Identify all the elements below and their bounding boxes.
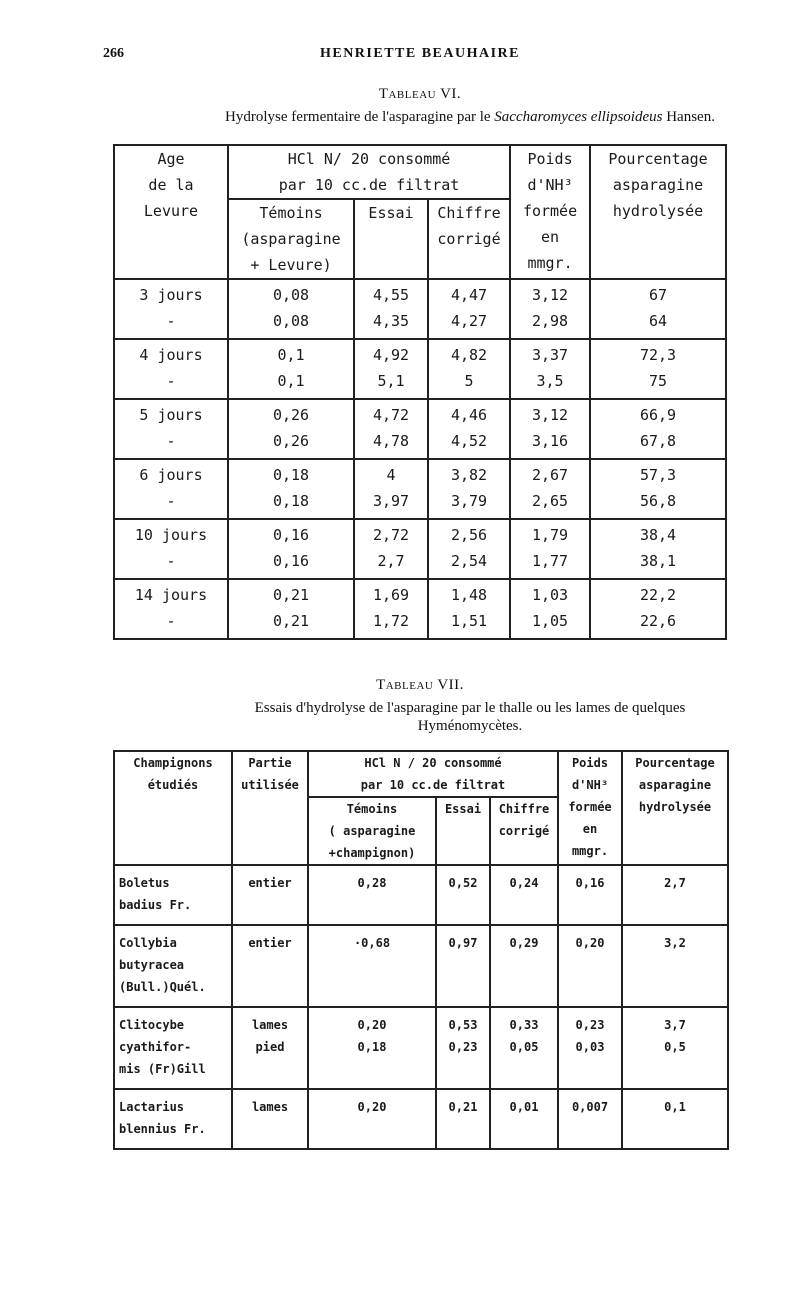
- pourcentage-cell-value: 2,7: [664, 876, 686, 890]
- table6-subtitle-species: Saccharomyces ellipsoideus: [494, 109, 663, 125]
- age-cell: [114, 519, 228, 579]
- poids-cell-value: 1,03: [531, 586, 569, 604]
- champignon-name-cell-value: blennius Fr.: [119, 1122, 206, 1136]
- chiffre-cell: [428, 579, 510, 639]
- chiffre-cell: [428, 339, 510, 399]
- table7-header-essai: Essai: [436, 797, 490, 865]
- essai-cell-value: 4,92: [372, 346, 410, 364]
- table7-header-chiffre-line: Chiffre: [498, 802, 550, 816]
- age-cell: [114, 279, 228, 339]
- pourcentage-cell-value: 67: [649, 286, 668, 304]
- partie-cell-value: pied: [255, 1040, 285, 1054]
- pourcentage-cell-value: 64: [649, 312, 668, 330]
- essai-cell: [436, 865, 490, 925]
- age-cell-value: 4 jours: [139, 346, 203, 364]
- pourcentage-cell-value: 0,1: [664, 1100, 686, 1114]
- temoins-cell-value: 0,18: [272, 492, 310, 510]
- table7-header: [114, 751, 728, 865]
- chiffre-cell-value: 4,27: [450, 312, 488, 330]
- poids-cell-value: 3,5: [536, 372, 564, 390]
- table6-header-poids: [510, 145, 590, 279]
- pourcentage-cell-value: 75: [649, 372, 668, 390]
- chiffre-cell-value: 2,56: [450, 526, 488, 544]
- champignon-name-cell-value: butyracea: [119, 958, 185, 972]
- temoins-cell-value: 0,1: [277, 372, 305, 390]
- poids-cell-value: 1,79: [531, 526, 569, 544]
- table7-header-temoins-line: ( asparagine: [328, 824, 416, 838]
- temoins-cell: [228, 399, 354, 459]
- table7-caption: Tableau VII.: [376, 677, 464, 693]
- pourcentage-cell: [622, 1089, 728, 1149]
- table7-header-partie-line: Partie: [248, 756, 292, 770]
- table7-header-partie-line: utilisée: [241, 778, 299, 792]
- poids-cell-value: 0,007: [571, 1100, 609, 1114]
- partie-cell: [232, 1089, 308, 1149]
- poids-cell-value: 0,20: [575, 936, 605, 950]
- chiffre-cell-value: 1,51: [450, 612, 488, 630]
- chiffre-cell-value: 4,47: [450, 286, 488, 304]
- age-cell: [114, 399, 228, 459]
- table6-header-temoins: [228, 199, 354, 279]
- age-cell: [114, 579, 228, 639]
- pourcentage-cell: [590, 339, 726, 399]
- table7-header-pct-line: hydrolysée: [638, 800, 712, 814]
- poids-cell-value: 2,67: [531, 466, 569, 484]
- table7-header-poids-line: mmgr.: [571, 844, 609, 858]
- table7-header-hcl: [308, 751, 558, 797]
- table7-header-poids-line: Poids: [571, 756, 609, 770]
- running-title: HENRIETTE BEAUHAIRE: [319, 46, 521, 61]
- table7: [113, 750, 729, 1150]
- table6-header-poids-line: en: [541, 228, 560, 246]
- table-row: [114, 399, 726, 459]
- table7-header-temoins: [308, 797, 436, 865]
- essai-cell: [354, 519, 428, 579]
- temoins-cell-value: 0,16: [272, 552, 310, 570]
- table6-header-poids-line: mmgr.: [527, 254, 573, 272]
- table7-header-champ-line: étudiés: [147, 778, 199, 792]
- table7-header-temoins-line: +champignon): [328, 846, 416, 860]
- chiffre-cell-value: 0,24: [509, 876, 539, 890]
- pourcentage-cell-value: 0,5: [664, 1040, 686, 1054]
- temoins-cell-value: 0,26: [272, 406, 310, 424]
- table6-header-age-line: Levure: [143, 202, 199, 220]
- page-number: 266: [103, 46, 124, 61]
- partie-cell-value: entier: [248, 936, 292, 950]
- table6-header: [114, 145, 726, 279]
- partie-cell: [232, 925, 308, 1007]
- chiffre-cell-value: 4,82: [450, 346, 488, 364]
- table6-header-chiffre-line: Chiffre: [437, 204, 501, 222]
- temoins-cell: [308, 1089, 436, 1149]
- chiffre-cell: [490, 1007, 558, 1089]
- table6-header-hcl: [228, 145, 510, 199]
- champignon-name-cell-value: Collybia: [119, 936, 177, 950]
- age-cell-value: -: [166, 372, 176, 390]
- table-row: [114, 279, 726, 339]
- temoins-cell-value: 0,28: [357, 876, 387, 890]
- temoins-cell-value: 0,1: [277, 346, 305, 364]
- pourcentage-cell-value: 38,1: [639, 552, 677, 570]
- chiffre-cell: [490, 925, 558, 1007]
- temoins-cell-value: 0,08: [272, 312, 310, 330]
- table6-header-age-line: de la: [148, 176, 194, 194]
- age-cell: [114, 459, 228, 519]
- chiffre-cell: [490, 1089, 558, 1149]
- essai-cell-value: 2,72: [372, 526, 410, 544]
- chiffre-cell-value: 0,33: [509, 1018, 539, 1032]
- poids-cell: [510, 459, 590, 519]
- chiffre-cell-value: 3,79: [450, 492, 488, 510]
- table6-header-hcl-line: HCl N/ 20 consommé: [287, 150, 451, 168]
- table6-header-poids-line: formée: [522, 202, 578, 220]
- poids-cell: [510, 579, 590, 639]
- essai-cell: [354, 579, 428, 639]
- essai-cell-value: 1,69: [372, 586, 410, 604]
- champignon-name-cell-value: Clitocybe: [119, 1018, 185, 1032]
- champignon-name-cell: [114, 925, 232, 1007]
- age-cell-value: -: [166, 552, 176, 570]
- table6-header-poids-line: Poids: [527, 150, 573, 168]
- poids-cell-value: 0,03: [575, 1040, 605, 1054]
- poids-cell: [510, 279, 590, 339]
- table-row: [114, 579, 726, 639]
- poids-cell-value: 2,98: [531, 312, 569, 330]
- champignon-name-cell-value: mis (Fr)Gill: [119, 1062, 206, 1076]
- essai-cell-value: 2,7: [377, 552, 405, 570]
- age-cell-value: 5 jours: [139, 406, 203, 424]
- table7-header-pct-line: Pourcentage: [635, 756, 715, 770]
- age-cell-value: -: [166, 312, 176, 330]
- temoins-cell-value: 0,20: [357, 1100, 387, 1114]
- table6-header-pct-line: asparagine: [612, 176, 704, 194]
- table6-header-poids-line: d'NH³: [527, 176, 573, 194]
- essai-cell-value: 4: [386, 466, 396, 484]
- table7-header-partie: [232, 751, 308, 865]
- age-cell-value: 6 jours: [139, 466, 203, 484]
- champignon-name-cell: [114, 1089, 232, 1149]
- champignon-name-cell-value: Lactarius: [119, 1100, 185, 1114]
- table7-header-champ-line: Champignons: [133, 756, 213, 770]
- poids-cell-value: 1,77: [531, 552, 569, 570]
- essai-cell: [354, 279, 428, 339]
- temoins-cell: [228, 279, 354, 339]
- table-row: [114, 459, 726, 519]
- champignon-name-cell-value: Boletus: [119, 876, 170, 890]
- table6-body: [114, 279, 726, 639]
- champignon-name-cell-value: (Bull.)Quél.: [119, 980, 206, 994]
- temoins-cell: [228, 459, 354, 519]
- poids-cell: [558, 865, 622, 925]
- table6-header-hcl-line: par 10 cc.de filtrat: [278, 176, 460, 194]
- poids-cell-value: 3,16: [531, 432, 569, 450]
- temoins-cell: [228, 579, 354, 639]
- partie-cell: [232, 865, 308, 925]
- age-cell-value: -: [166, 432, 176, 450]
- pourcentage-cell: [590, 459, 726, 519]
- table7-body: [114, 865, 728, 1149]
- partie-cell-value: entier: [248, 876, 292, 890]
- essai-cell: [436, 925, 490, 1007]
- table7-header-hcl-line: par 10 cc.de filtrat: [360, 778, 506, 792]
- essai-cell: [354, 459, 428, 519]
- poids-cell-value: 3,12: [531, 406, 569, 424]
- essai-cell-value: 0,21: [448, 1100, 478, 1114]
- chiffre-cell-value: 0,29: [509, 936, 539, 950]
- table7-header-chiffre-line: corrigé: [498, 824, 550, 838]
- chiffre-cell-value: 2,54: [450, 552, 488, 570]
- chiffre-cell: [428, 279, 510, 339]
- pourcentage-cell: [590, 519, 726, 579]
- age-cell-value: 3 jours: [139, 286, 203, 304]
- essai-cell-value: 4,55: [372, 286, 410, 304]
- chiffre-cell: [428, 459, 510, 519]
- essai-cell: [436, 1089, 490, 1149]
- table7-header-poids-line: formée: [568, 800, 612, 814]
- essai-cell: [354, 399, 428, 459]
- table7-header-poids: [558, 751, 622, 865]
- temoins-cell: [308, 865, 436, 925]
- table6-header-pct-line: hydrolysée: [612, 202, 704, 220]
- table6: [113, 144, 727, 640]
- poids-cell: [510, 399, 590, 459]
- table7-header-poids-line: en: [582, 822, 598, 836]
- pourcentage-cell: [622, 1007, 728, 1089]
- temoins-cell: [228, 339, 354, 399]
- temoins-cell-value: 0,08: [272, 286, 310, 304]
- essai-cell-value: 1,72: [372, 612, 410, 630]
- table-row: [114, 519, 726, 579]
- table7-header-chiffre: [490, 797, 558, 865]
- temoins-cell: [308, 1007, 436, 1089]
- chiffre-cell: [490, 865, 558, 925]
- table6-header-temoins-line: (asparagine: [241, 230, 341, 248]
- temoins-cell: [308, 925, 436, 1007]
- temoins-cell-value: 0,18: [272, 466, 310, 484]
- chiffre-cell-value: 0,01: [509, 1100, 539, 1114]
- table-row: [114, 925, 728, 1007]
- temoins-cell-value: 0,20: [357, 1018, 387, 1032]
- chiffre-cell: [428, 519, 510, 579]
- temoins-cell-value: ·0,68: [353, 936, 391, 950]
- essai-cell-value: 0,23: [448, 1040, 478, 1054]
- table6-header-chiffre-line: corrigé: [437, 230, 501, 248]
- table6-header-temoins-line: Témoins: [259, 204, 323, 222]
- temoins-cell: [228, 519, 354, 579]
- champignon-name-cell-value: cyathifor-: [119, 1040, 192, 1054]
- pourcentage-cell-value: 72,3: [639, 346, 677, 364]
- essai-cell-value: 4,35: [372, 312, 410, 330]
- pourcentage-cell-value: 3,2: [664, 936, 686, 950]
- table6-header-chiffre: [428, 199, 510, 279]
- pourcentage-cell-value: 22,2: [639, 586, 677, 604]
- table6-header-age: [114, 145, 228, 279]
- poids-cell-value: 3,12: [531, 286, 569, 304]
- table7-subtitle-line: Hyménomycètes.: [417, 718, 523, 734]
- table6-caption: Tableau VI.: [378, 86, 462, 102]
- age-cell-value: -: [166, 492, 176, 510]
- table-row: [114, 865, 728, 925]
- champignon-name-cell: [114, 865, 232, 925]
- chiffre-cell-value: 5: [464, 372, 474, 390]
- age-cell: [114, 339, 228, 399]
- age-cell-value: 10 jours: [134, 526, 208, 544]
- partie-cell-value: lames: [251, 1100, 289, 1114]
- essai-cell-value: 0,53: [448, 1018, 478, 1032]
- table7-header-champignons: [114, 751, 232, 865]
- age-cell-value: -: [166, 612, 176, 630]
- chiffre-cell-value: 4,46: [450, 406, 488, 424]
- table-row: [114, 339, 726, 399]
- essai-cell-value: 3,97: [372, 492, 410, 510]
- essai-cell: [436, 1007, 490, 1089]
- table7-header-temoins-line: Témoins: [346, 802, 398, 816]
- poids-cell: [558, 1089, 622, 1149]
- poids-cell: [510, 339, 590, 399]
- pourcentage-cell: [622, 925, 728, 1007]
- pourcentage-cell: [590, 579, 726, 639]
- table6-header-pourcentage: [590, 145, 726, 279]
- temoins-cell-value: 0,21: [272, 586, 310, 604]
- age-cell-value: 14 jours: [134, 586, 208, 604]
- pourcentage-cell-value: 67,8: [639, 432, 677, 450]
- essai-cell-value: 0,97: [448, 936, 478, 950]
- poids-cell-value: 2,65: [531, 492, 569, 510]
- table7-header-pct-line: asparagine: [638, 778, 712, 792]
- chiffre-cell-value: 0,05: [509, 1040, 539, 1054]
- essai-cell-value: 0,52: [448, 876, 478, 890]
- pourcentage-cell-value: 38,4: [639, 526, 677, 544]
- poids-cell: [558, 925, 622, 1007]
- essai-cell-value: 4,72: [372, 406, 410, 424]
- temoins-cell-value: 0,21: [272, 612, 310, 630]
- chiffre-cell-value: 4,52: [450, 432, 488, 450]
- temoins-cell-value: 0,16: [272, 526, 310, 544]
- pourcentage-cell-value: 57,3: [639, 466, 677, 484]
- partie-cell: [232, 1007, 308, 1089]
- poids-cell-value: 1,05: [531, 612, 569, 630]
- table6-header-pct-line: Pourcentage: [608, 150, 708, 168]
- table7-header-hcl-line: HCl N / 20 consommé: [364, 756, 502, 770]
- table6-header-age-line: Age: [157, 150, 185, 168]
- poids-cell-value: 3,37: [531, 346, 569, 364]
- poids-cell: [510, 519, 590, 579]
- table-row: [114, 1007, 728, 1089]
- table7-subtitle: [100, 699, 800, 735]
- champignon-name-cell-value: badius Fr.: [119, 898, 192, 912]
- temoins-cell-value: 0,18: [357, 1040, 387, 1054]
- chiffre-cell-value: 1,48: [450, 586, 488, 604]
- essai-cell: [354, 339, 428, 399]
- poids-cell-value: 0,16: [575, 876, 605, 890]
- temoins-cell-value: 0,26: [272, 432, 310, 450]
- pourcentage-cell: [590, 279, 726, 339]
- pourcentage-cell-value: 66,9: [639, 406, 677, 424]
- chiffre-cell: [428, 399, 510, 459]
- pourcentage-cell-value: 22,6: [639, 612, 677, 630]
- chiffre-cell-value: 3,82: [450, 466, 488, 484]
- table6-header-temoins-line: + Levure): [250, 256, 332, 274]
- pourcentage-cell-value: 56,8: [639, 492, 677, 510]
- pourcentage-cell: [590, 399, 726, 459]
- table7-header-pourcentage: [622, 751, 728, 865]
- essai-cell-value: 4,78: [372, 432, 410, 450]
- table7-header-poids-line: d'NH³: [571, 778, 609, 792]
- table7-subtitle-line: Essais d'hydrolyse de l'asparagine par le thalle ou les lames de quelques: [254, 700, 686, 716]
- pourcentage-cell-value: 3,7: [664, 1018, 686, 1032]
- poids-cell: [558, 1007, 622, 1089]
- table6-subtitle: [100, 108, 800, 126]
- champignon-name-cell: [114, 1007, 232, 1089]
- poids-cell-value: 0,23: [575, 1018, 605, 1032]
- table-row: [114, 1089, 728, 1149]
- partie-cell-value: lames: [251, 1018, 289, 1032]
- pourcentage-cell: [622, 865, 728, 925]
- table6-subtitle-pre: Hydrolyse fermentaire de l'asparagine par le: [225, 109, 495, 125]
- essai-cell-value: 5,1: [377, 372, 405, 390]
- table6-subtitle-post: Hansen.: [662, 109, 715, 125]
- table6-header-essai: Essai: [354, 199, 428, 279]
